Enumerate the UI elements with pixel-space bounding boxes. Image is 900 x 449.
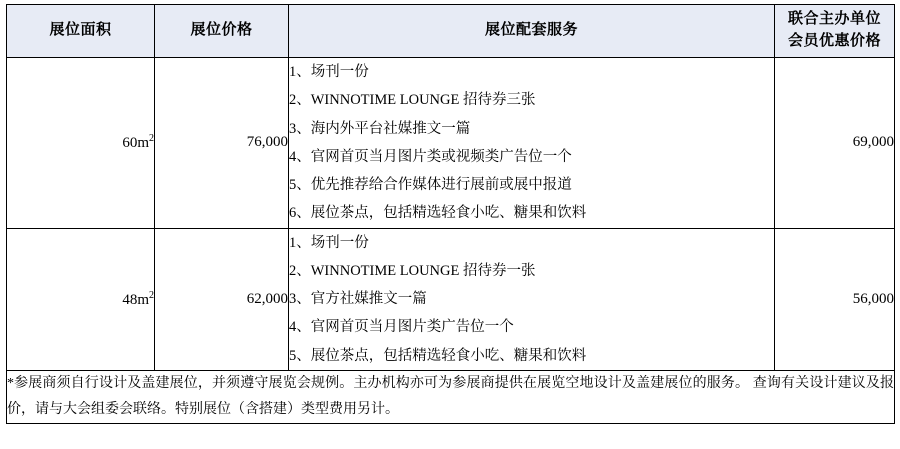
cell-footnote (7, 370, 895, 423)
column-header-services: 展位配套服务 (289, 5, 775, 58)
cell-member-price: 69,000 (775, 58, 895, 229)
booth-area-unit: m (137, 135, 149, 152)
booth-area-value: 48 (122, 291, 138, 308)
column-header-area: 展位面积 (7, 5, 155, 58)
cell-booth-area (7, 228, 155, 370)
table-body (7, 58, 895, 424)
footnote-text: *参展商须自行设计及盖建展位，并须遵守展览会规例。主办机构亦可为参展商提供在展览空地设计及盖建展位的服务。 查询有关设计建议及报价，请与大会组委会联络。特别展位（含搭建）类型费用另计。 (7, 375, 894, 417)
list-item: 5、展位茶点，包括精选轻食小吃、糖果和饮料 (289, 347, 587, 364)
table-row (7, 58, 895, 229)
cell-booth-area (7, 58, 155, 229)
list-item: 3、官方社媒推文一篇 (289, 291, 427, 308)
services-list (289, 58, 774, 228)
booth-area-exponent: 2 (149, 289, 154, 301)
booth-area-exponent: 2 (149, 133, 154, 145)
cell-booth-price: 62,000 (155, 228, 289, 370)
table-row (7, 228, 895, 370)
pricing-document (0, 4, 900, 449)
list-item: 2、WINNOTIME LOUNGE 招待券一张 (289, 262, 536, 279)
services-list (289, 229, 774, 370)
cell-booth-services (289, 58, 775, 229)
column-header-price: 展位价格 (155, 5, 289, 58)
booth-area-unit: m (137, 291, 149, 308)
header-row (7, 5, 895, 58)
member-price-header-line2: 会员优惠价格 (787, 33, 881, 49)
list-item: 6、展位茶点，包括精选轻食小吃、糖果和饮料 (289, 205, 587, 222)
table-header (7, 5, 895, 58)
footnote-row (7, 370, 895, 423)
member-price-header-line1: 联合主办单位 (787, 11, 881, 28)
list-item: 2、WINNOTIME LOUNGE 招待券三张 (289, 92, 536, 109)
list-item: 5、优先推荐给合作媒体进行展前或展中报道 (289, 177, 572, 194)
cell-booth-price: 76,000 (155, 58, 289, 229)
booth-area-value: 60 (122, 135, 138, 152)
list-item: 4、官网首页当月图片类广告位一个 (289, 319, 514, 336)
list-item: 4、官网首页当月图片类或视频类广告位一个 (289, 148, 572, 165)
list-item: 1、场刊一份 (289, 64, 369, 80)
column-header-member-price (775, 5, 895, 58)
list-item: 1、场刊一份 (289, 234, 369, 251)
list-item: 3、海内外平台社媒推文一篇 (289, 120, 471, 137)
cell-member-price: 56,000 (775, 228, 895, 370)
cell-booth-services (289, 228, 775, 370)
booth-pricing-table (6, 4, 895, 424)
